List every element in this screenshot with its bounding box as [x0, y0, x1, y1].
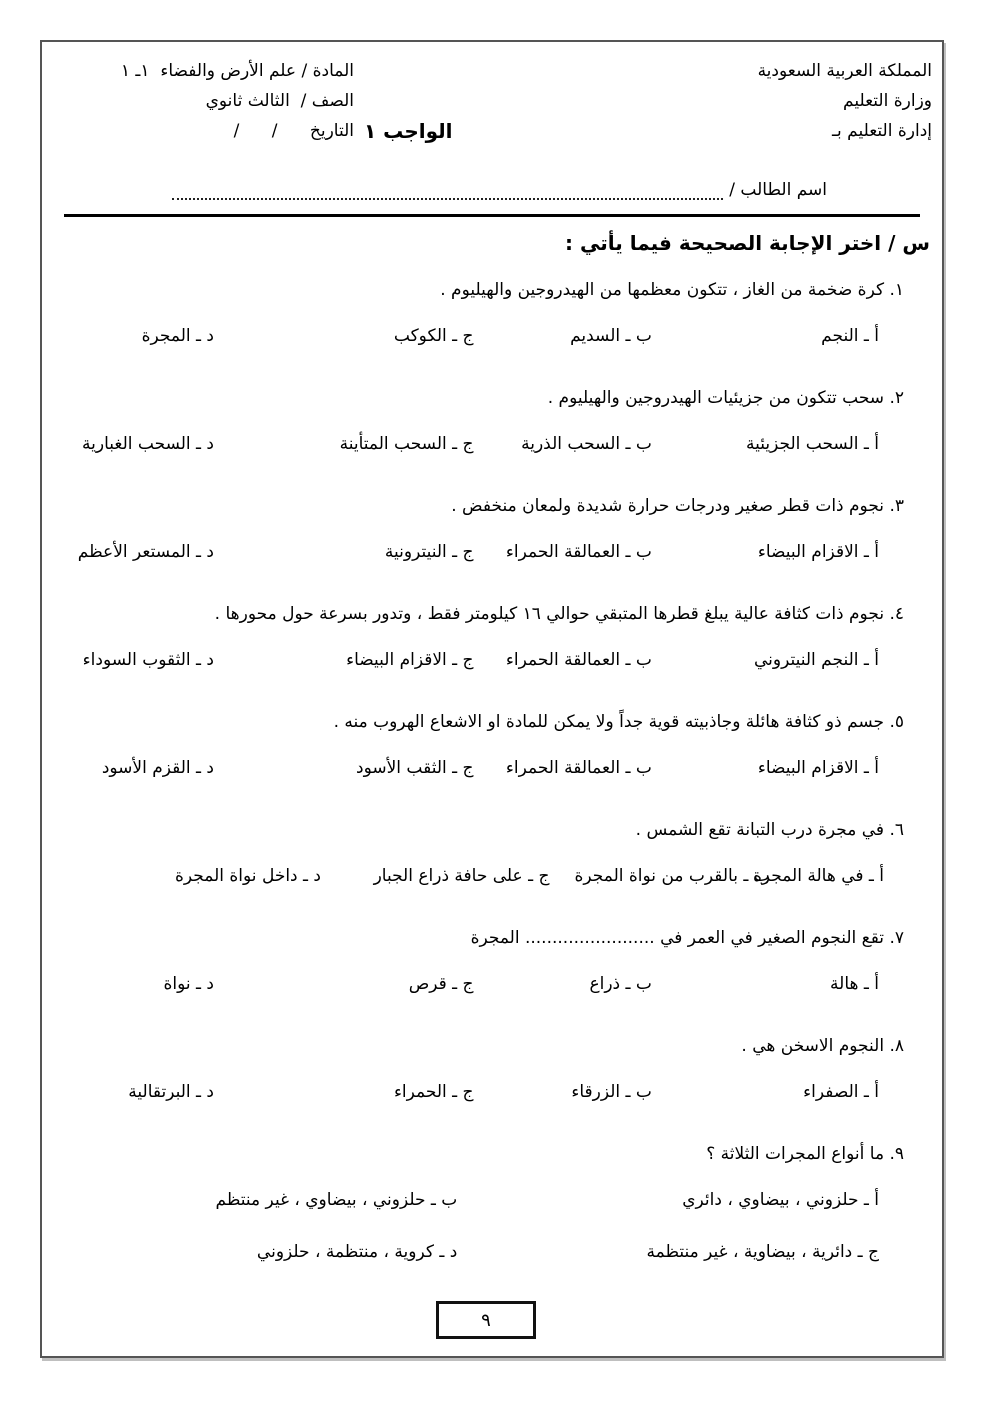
option-d: د ـ الثقوب السوداء: [82, 650, 214, 670]
option-a: أ ـ في هالة المجرة: [752, 866, 884, 886]
option-d: د ـ نواة: [163, 974, 214, 994]
option-a: أ ـ الاقزام البيضاء: [757, 758, 879, 778]
header-date-line: التاريخ / /: [233, 121, 354, 141]
option-b: ب ـ الزرقاء: [571, 1082, 652, 1102]
question-5: [68, 709, 904, 781]
question-text: ١. كرة ضخمة من الغاز ، تتكون معظمها من الهيدروجين والهيليوم .: [440, 280, 904, 300]
option-a: أ ـ النجم: [821, 326, 879, 346]
question-9: [68, 1141, 904, 1265]
questions-section: [42, 217, 942, 1339]
student-name-row: [172, 180, 827, 200]
header-authority-block: [453, 56, 932, 146]
option-a: أ ـ الصفراء: [803, 1082, 879, 1102]
question-1: [68, 277, 904, 349]
option-b: ب ـ السحب الذرية: [521, 434, 652, 454]
question-3: [68, 493, 904, 565]
section-title: س / اختر الإجابة الصحيحة فيما يأتي :: [565, 231, 930, 255]
question-text: ٤. نجوم ذات كثافة عالية يبلغ قطرها المتبقي حوالي ١٦ كيلومتر فقط ، وتدور بسرعة حول محورها .: [214, 604, 904, 624]
option-c: ج ـ الاقزام البيضاء: [346, 650, 474, 670]
options-row: [68, 755, 904, 781]
question-text: ٩. ما أنواع المجرات الثلاثة ؟: [706, 1144, 904, 1164]
question-6: [68, 817, 904, 889]
options-grid: [68, 1187, 904, 1265]
question-4: [68, 601, 904, 673]
header-course-block: [64, 56, 364, 146]
page-number: ٩: [481, 1309, 491, 1331]
question-7: [68, 925, 904, 997]
header-kingdom-line: المملكة العربية السعودية: [757, 61, 932, 81]
option-c: ج ـ قرص: [408, 974, 474, 994]
option-a: أ ـ النجم النيتروني: [753, 650, 879, 670]
options-row: [68, 971, 904, 997]
option-d: د ـ المستعر الأعظم: [77, 542, 214, 562]
option-d: د ـ كروية ، منتظمة ، حلزوني: [256, 1242, 458, 1262]
page-header: [42, 42, 942, 146]
student-name-label: اسم الطالب /: [729, 180, 827, 200]
option-c: ج ـ الكوكب: [393, 326, 474, 346]
assignment-title: الواجب ١: [364, 119, 453, 143]
option-b: ب ـ ذراع: [589, 974, 652, 994]
worksheet-page: [40, 40, 944, 1358]
page-number-box: [436, 1301, 536, 1339]
option-a: أ ـ الاقزام البيضاء: [757, 542, 879, 562]
option-c: ج ـ على حافة ذراع الجبار: [373, 866, 550, 886]
option-b: ب ـ السديم: [570, 326, 652, 346]
options-row: [68, 863, 904, 889]
question-8: [68, 1033, 904, 1105]
option-d: د ـ السحب الغبارية: [82, 434, 214, 454]
option-b: ب ـ العمالقة الحمراء: [505, 758, 652, 778]
question-text: ٥. جسم ذو كثافة هائلة وجاذبيته قوية جداً ولا يمكن للمادة او الاشعاع الهروب منه .: [333, 712, 904, 732]
question-2: [68, 385, 904, 457]
header-ministry-line: وزارة التعليم: [843, 91, 932, 111]
option-d: د ـ البرتقالية: [128, 1082, 214, 1102]
header-center-block: [364, 56, 453, 146]
option-b: ب ـ العمالقة الحمراء: [505, 542, 652, 562]
options-row: [68, 1079, 904, 1105]
options-row: [68, 539, 904, 565]
question-text: ٢. سحب تتكون من جزيئيات الهيدروجين والهيليوم .: [547, 388, 904, 408]
option-c: ج ـ النيترونية: [384, 542, 474, 562]
option-c: ج ـ الحمراء: [393, 1082, 474, 1102]
option-a: أ ـ حلزوني ، بيضاوي ، دائري: [682, 1190, 879, 1210]
options-row: [68, 431, 904, 457]
options-row: [68, 323, 904, 349]
option-c: ج ـ دائرية ، بيضاوية ، غير منتظمة: [646, 1242, 879, 1262]
header-subject-line: المادة / علم الأرض والفضاء ١ـ ١: [120, 61, 354, 81]
option-d: د ـ القزم الأسود: [101, 758, 214, 778]
option-d: د ـ داخل نواة المجرة: [175, 866, 321, 886]
option-a: أ ـ السحب الجزيئية: [745, 434, 879, 454]
student-name-dotted-line: [172, 185, 723, 200]
option-d: د ـ المجرة: [141, 326, 214, 346]
option-a: أ ـ هالة: [830, 974, 879, 994]
question-text: ٣. نجوم ذات قطر صغير ودرجات حرارة شديدة ولمعان منخفض .: [451, 496, 904, 516]
question-text: ٨. النجوم الاسخن هي .: [741, 1036, 904, 1056]
options-row: [68, 647, 904, 673]
header-class-line: الصف / الثالث ثانوي: [205, 91, 354, 111]
option-b: ب ـ العمالقة الحمراء: [505, 650, 652, 670]
option-c: ج ـ الثقب الأسود: [356, 758, 474, 778]
question-text: ٧. تقع النجوم الصغير في العمر في ........................ المجرة: [470, 928, 904, 948]
header-department-line: إدارة التعليم بـ: [832, 121, 932, 141]
question-text: ٦. في مجرة درب التبانة تقع الشمس .: [635, 820, 904, 840]
option-c: ج ـ السحب المتأينة: [339, 434, 474, 454]
option-b: ب ـ بالقرب من نواة المجرة: [574, 866, 770, 886]
option-b: ب ـ حلزوني ، بيضاوي ، غير منتظم: [215, 1190, 458, 1210]
